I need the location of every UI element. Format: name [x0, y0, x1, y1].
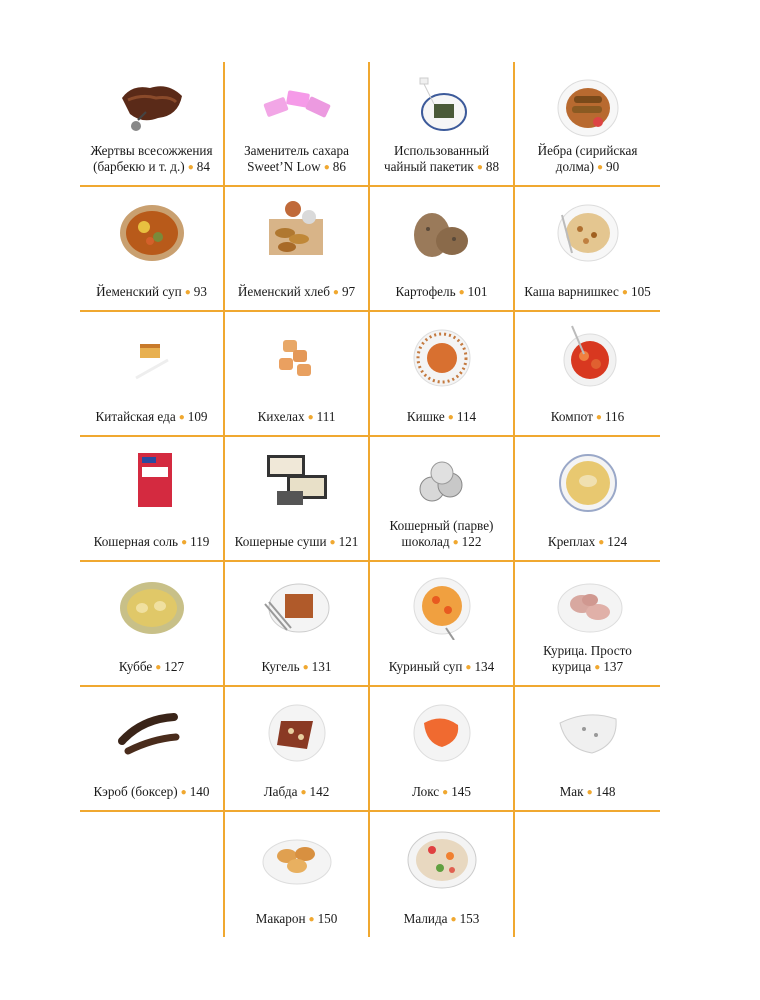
- entry-caption: [80, 784, 223, 802]
- page-number[interactable]: 153: [459, 911, 480, 926]
- page-number[interactable]: 148: [595, 784, 616, 799]
- bullet-dot: ●: [586, 787, 593, 798]
- page-number[interactable]: 114: [456, 409, 477, 424]
- potatoes-icon: [392, 195, 492, 265]
- lavda-plate-icon: [247, 695, 347, 765]
- entry-title-line: Заменитель сахара: [244, 143, 349, 158]
- entry-caption: [225, 409, 368, 427]
- toc-entry: [370, 312, 515, 437]
- entry-title-line: Лабда: [263, 784, 298, 799]
- bullet-dot: ●: [302, 662, 309, 673]
- malida-plate-icon: [392, 820, 492, 890]
- entry-title-line: Кошерный (парве): [389, 518, 494, 533]
- bullet-dot: ●: [450, 914, 457, 925]
- entry-caption: [225, 534, 368, 552]
- poppy-seeds-icon: [538, 695, 638, 765]
- toc-entry: [80, 187, 225, 312]
- entry-title-line: Йеменский хлеб: [237, 284, 330, 299]
- entry-title-line: Кошерная соль: [93, 534, 179, 549]
- chocolate-coins-icon: [392, 445, 492, 515]
- entry-caption: [370, 911, 513, 929]
- entry-title-line: Малида: [403, 911, 448, 926]
- page-number[interactable]: 122: [461, 534, 482, 549]
- page-number[interactable]: 142: [309, 784, 330, 799]
- page-number[interactable]: 101: [467, 284, 488, 299]
- bullet-dot: ●: [465, 662, 472, 673]
- kugel-plate-icon: [247, 570, 347, 640]
- entry-title-line: Кугель: [261, 659, 300, 674]
- toc-entry: [80, 812, 225, 937]
- page-number[interactable]: 105: [630, 284, 651, 299]
- page-number[interactable]: 131: [311, 659, 332, 674]
- entry-title-line: Йебра (сирийская: [537, 143, 638, 158]
- entry-caption: [370, 518, 513, 552]
- kubbeh-bowl-icon: [102, 570, 202, 640]
- toc-entry: [515, 562, 660, 687]
- entry-caption: [80, 284, 223, 302]
- entry-title-line: Sweet’N Low: [247, 159, 321, 174]
- bullet-dot: ●: [596, 162, 604, 173]
- entry-title-line: Мак: [559, 784, 584, 799]
- kishke-plate-icon: [392, 320, 492, 390]
- toc-entry: [225, 687, 370, 812]
- bullet-dot: ●: [155, 662, 162, 673]
- entry-title-line: курица: [551, 659, 592, 674]
- entry-title-line: шоколад: [401, 534, 450, 549]
- toc-entry: [370, 562, 515, 687]
- bread-board-icon: [247, 195, 347, 265]
- kichel-cookies-icon: [247, 320, 347, 390]
- bullet-dot: ●: [300, 787, 307, 798]
- entry-caption: [370, 143, 513, 177]
- entry-caption: [370, 409, 513, 427]
- bullet-dot: ●: [329, 537, 336, 548]
- entry-title-line: Кэроб (боксер): [93, 784, 178, 799]
- toc-entry: [225, 812, 370, 937]
- bullet-dot: ●: [595, 412, 602, 423]
- entry-caption: [225, 911, 368, 929]
- entry-title-line: Куббе: [118, 659, 153, 674]
- bullet-dot: ●: [442, 787, 449, 798]
- entry-caption: [370, 659, 513, 677]
- chinese-food-icon: [102, 320, 202, 390]
- raw-chicken-icon: [538, 570, 638, 640]
- toc-entry: [515, 187, 660, 312]
- page-number[interactable]: 140: [189, 784, 210, 799]
- page-number[interactable]: 127: [164, 659, 185, 674]
- entry-title-line: Кишке: [406, 409, 445, 424]
- entry-caption: [80, 409, 223, 427]
- bbq-meat-icon: [102, 70, 202, 140]
- page-number[interactable]: 145: [451, 784, 471, 799]
- toc-entry: [370, 812, 515, 937]
- page-number[interactable]: 109: [187, 409, 208, 424]
- page-number[interactable]: 88: [485, 159, 500, 174]
- lox-plate-icon: [392, 695, 492, 765]
- page-number[interactable]: 86: [332, 159, 346, 174]
- entry-caption: [515, 143, 660, 177]
- page-number[interactable]: 121: [338, 534, 359, 549]
- entry-title-line: долма): [555, 159, 594, 174]
- toc-entry: [515, 812, 660, 937]
- page-number[interactable]: 124: [607, 534, 628, 549]
- entry-caption: [225, 784, 368, 802]
- bullet-dot: ●: [476, 162, 483, 173]
- entry-title-line: чайный пакетик: [383, 159, 474, 174]
- tea-bag-plate-icon: [392, 70, 492, 140]
- kosher-salt-box-icon: [102, 445, 202, 515]
- toc-entry: [515, 437, 660, 562]
- kasha-plate-icon: [538, 195, 638, 265]
- toc-entry: [225, 562, 370, 687]
- bullet-dot: ●: [307, 412, 314, 423]
- soup-bowl-icon: [102, 195, 202, 265]
- entry-title-line: Кихелах: [257, 409, 305, 424]
- entry-title-line: (барбекю и т. д.): [93, 159, 185, 174]
- bullet-dot: ●: [323, 162, 330, 173]
- entry-caption: [515, 409, 660, 427]
- page-number[interactable]: 119: [190, 534, 210, 549]
- toc-entry: [80, 312, 225, 437]
- toc-entry: [225, 187, 370, 312]
- entry-title-line: Использованный: [393, 143, 490, 158]
- chicken-soup-icon: [392, 570, 492, 640]
- toc-entry: [370, 62, 515, 187]
- entry-caption: [225, 659, 368, 677]
- toc-entry: [370, 187, 515, 312]
- entry-caption: [370, 284, 513, 302]
- toc-entry: [225, 312, 370, 437]
- kreplach-bowl-icon: [538, 445, 638, 515]
- entry-title-line: Каша варнишкес: [524, 284, 619, 299]
- page-number[interactable]: 93: [193, 284, 207, 299]
- bullet-dot: ●: [180, 787, 187, 798]
- toc-entry: [225, 62, 370, 187]
- toc-entry: [225, 437, 370, 562]
- page-number[interactable]: 97: [341, 284, 356, 299]
- entry-title-line: Креплах: [547, 534, 596, 549]
- bullet-dot: ●: [178, 412, 185, 423]
- entry-caption: [515, 643, 660, 677]
- bullet-dot: ●: [598, 537, 605, 548]
- compote-bowl-icon: [538, 320, 638, 390]
- entry-caption: [80, 143, 223, 177]
- entry-caption: [225, 143, 368, 177]
- entry-title-line: Локс: [412, 784, 440, 799]
- entry-title-line: Куриный суп: [388, 659, 463, 674]
- bullet-dot: ●: [187, 162, 194, 173]
- bullet-dot: ●: [447, 412, 454, 423]
- entry-title-line: Макарон: [255, 911, 306, 926]
- bullet-dot: ●: [181, 537, 188, 548]
- toc-entry: [370, 687, 515, 812]
- bullet-dot: ●: [308, 914, 315, 925]
- macaroons-plate-icon: [247, 820, 347, 890]
- entry-title-line: Кошерные суши: [234, 534, 327, 549]
- page-number[interactable]: 111: [316, 409, 336, 424]
- dolma-plate-icon: [538, 70, 638, 140]
- bullet-dot: ●: [458, 287, 465, 298]
- page-number[interactable]: 137: [603, 659, 624, 674]
- toc-entry: [515, 312, 660, 437]
- entry-caption: [515, 284, 660, 302]
- page-number[interactable]: 116: [604, 409, 625, 424]
- entry-title-line: Йеменский суп: [96, 284, 182, 299]
- page-number[interactable]: 150: [317, 911, 338, 926]
- entry-title-line: Китайская еда: [95, 409, 176, 424]
- entry-caption: [515, 534, 660, 552]
- page-number[interactable]: 90: [606, 159, 620, 174]
- contents-grid: [80, 62, 660, 937]
- carob-pods-icon: [102, 695, 202, 765]
- entry-title-line: Жертвы всесожжения: [90, 143, 213, 158]
- bullet-dot: ●: [184, 287, 191, 298]
- toc-entry: [80, 562, 225, 687]
- entry-caption: [515, 784, 660, 802]
- page-number[interactable]: 84: [196, 159, 210, 174]
- entry-title-line: Картофель: [395, 284, 456, 299]
- bullet-dot: ●: [594, 662, 601, 673]
- sweetener-packets-icon: [247, 70, 347, 140]
- entry-caption: [370, 784, 513, 802]
- toc-entry: [80, 437, 225, 562]
- toc-entry: [515, 687, 660, 812]
- entry-caption: [80, 534, 223, 552]
- bullet-dot: ●: [332, 287, 339, 298]
- entry-caption: [80, 659, 223, 677]
- bullet-dot: ●: [621, 287, 628, 298]
- toc-entry: [370, 437, 515, 562]
- entry-title-line: Компот: [550, 409, 593, 424]
- sushi-boxes-icon: [247, 445, 347, 515]
- page-number[interactable]: 134: [474, 659, 495, 674]
- entry-title-line: Курица. Просто: [543, 643, 632, 658]
- bullet-dot: ●: [452, 537, 459, 548]
- toc-entry: [80, 62, 225, 187]
- toc-entry: [80, 687, 225, 812]
- toc-entry: [515, 62, 660, 187]
- entry-caption: [225, 284, 368, 302]
